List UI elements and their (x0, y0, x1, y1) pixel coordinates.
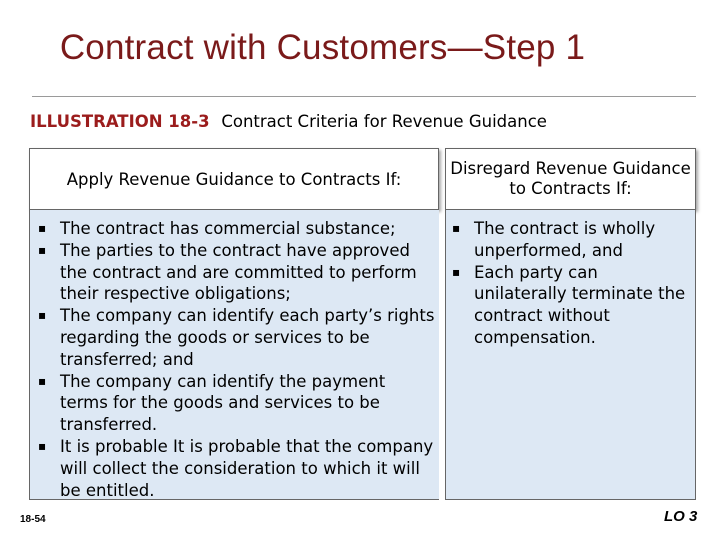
apply-criterion (36, 240, 436, 305)
disregard-criterion-text: Each party can unilaterally terminate the contract without compensation. (474, 262, 686, 347)
title-divider (32, 96, 696, 97)
apply-criterion (36, 371, 436, 436)
slide-title: Contract with Customers—Step 1 (59, 28, 586, 67)
apply-guidance-header: Apply Revenue Guidance to Contracts If: (29, 148, 439, 210)
disregard-criteria-list (450, 218, 694, 349)
illustration-number: ILLUSTRATION 18-3 (30, 112, 210, 131)
apply-criterion-text: The parties to the contract have approved the contract and are committed to perform their respective obligations; (60, 240, 417, 304)
apply-criterion (36, 218, 436, 240)
disregard-guidance-header: Disregard Revenue Guidance to Contracts If: (445, 148, 696, 210)
square-bullet-icon: ▪ (38, 242, 47, 257)
square-bullet-icon: ▪ (452, 264, 461, 279)
square-bullet-icon: ▪ (452, 221, 461, 235)
apply-criterion (36, 305, 436, 370)
disregard-criterion (450, 262, 694, 349)
square-bullet-icon: ▪ (38, 221, 47, 235)
square-bullet-icon: ▪ (38, 438, 47, 453)
square-bullet-icon: ▪ (38, 308, 47, 323)
apply-criterion-text: It is probable It is probable that the company will collect the consideration to which it will be entitled. (60, 436, 434, 500)
apply-criterion (36, 436, 436, 501)
learning-objective: LO 3 (664, 508, 698, 525)
disregard-criterion-text: The contract is wholly unperformed, and (474, 219, 656, 260)
apply-criterion-text: The company can identify each party’s rights regarding the goods or services to be transferred; and (60, 306, 435, 369)
page-number: 18-54 (20, 514, 46, 525)
apply-criterion-text: The company can identify the payment terms for the goods and services to be transferred. (60, 371, 386, 435)
square-bullet-icon: ▪ (38, 373, 47, 388)
illustration-caption: Contract Criteria for Revenue Guidance (221, 112, 547, 131)
apply-guidance-column (29, 210, 439, 500)
illustration-heading (30, 112, 547, 131)
criteria-table (29, 148, 696, 500)
apply-criterion-text: The contract has commercial substance; (60, 219, 396, 238)
disregard-guidance-column (445, 210, 696, 500)
disregard-criterion (450, 218, 694, 262)
apply-criteria-list (36, 218, 436, 501)
